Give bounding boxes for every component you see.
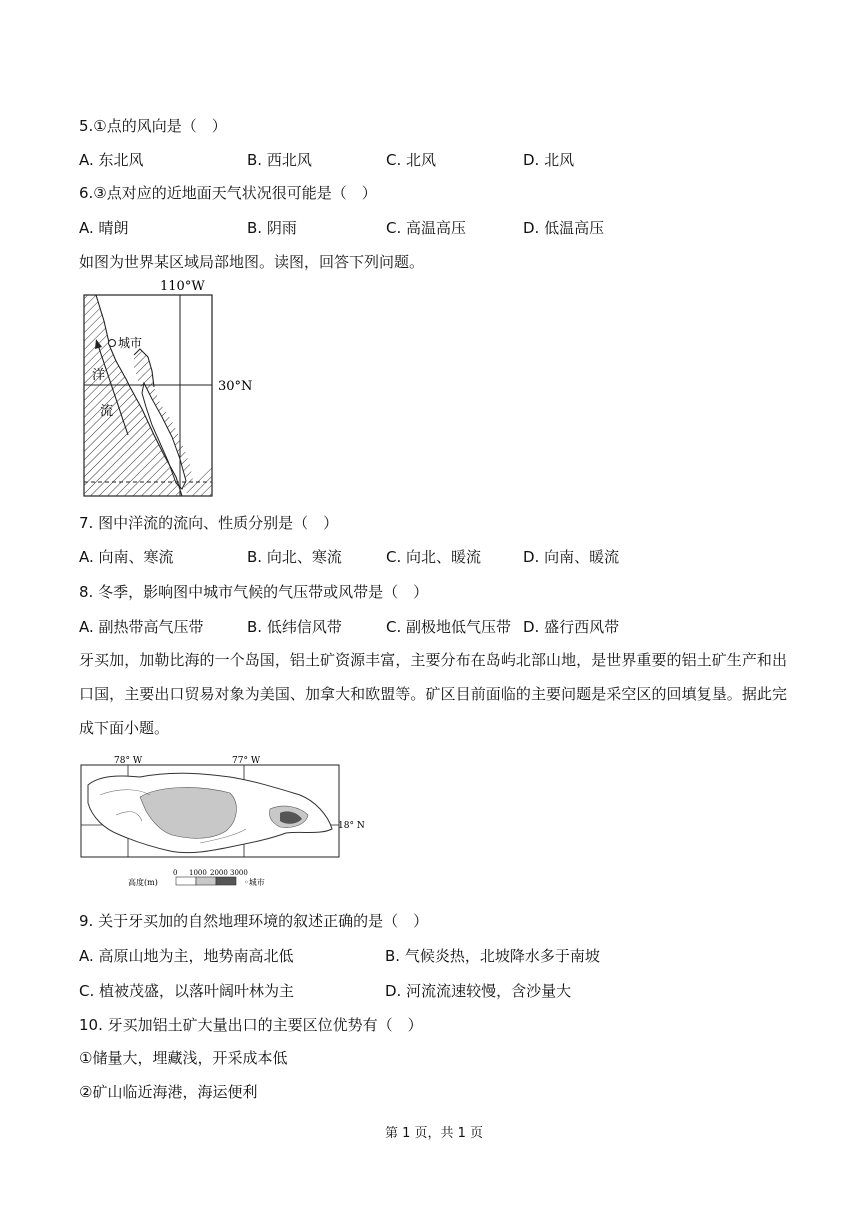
map2-legend-title: 高度(m): [128, 878, 158, 887]
map1-city-label: 城市: [118, 336, 143, 350]
question-7-options: [79, 547, 799, 567]
map2-legend-tick-1: 1000: [189, 869, 207, 877]
map1-current-label-1: 洋: [92, 368, 106, 383]
question-9-options-row1: [79, 946, 799, 966]
map1-lat-label: 30°N: [218, 379, 253, 394]
page-footer: 第 1 页，共 1 页: [384, 1126, 484, 1141]
q6-option-d[interactable]: D. 低温高压: [523, 219, 605, 237]
question-7-stem: 7. 图中洋流的流向、性质分别是（ ）: [79, 514, 339, 532]
q10-item-2: ②矿山临近海港，海运便利: [79, 1083, 258, 1101]
map1-lon-label: 110°W: [160, 279, 205, 294]
map2-legend-mid: [196, 877, 216, 885]
q9-option-a[interactable]: A. 高原山地为主，地势南高北低: [79, 947, 294, 965]
q10-item-1: ①储量大，埋藏浅，开采成本低: [79, 1049, 288, 1067]
map2-legend-high: [216, 877, 236, 885]
question-10-stem: 10. 牙买加铝土矿大量出口的主要区位优势有（ ）: [79, 1016, 423, 1034]
q5-option-c[interactable]: C. 北风: [386, 151, 437, 169]
question-6-stem: 6.③点对应的近地面天气状况很可能是（ ）: [79, 184, 377, 202]
map2-legend-low: [176, 877, 196, 885]
map2-legend-tick-0: 0: [173, 869, 178, 877]
q7-option-a[interactable]: A. 向南、寒流: [79, 548, 174, 566]
q7-option-c[interactable]: C. 向北、暖流: [386, 548, 482, 566]
q8-option-d[interactable]: D. 盛行西风带: [523, 618, 620, 636]
q8-option-a[interactable]: A. 副热带高气压带: [79, 618, 204, 636]
q5-option-d[interactable]: D. 北风: [523, 151, 575, 169]
map2-lon-label-2: 77° W: [232, 756, 261, 766]
q5-option-b[interactable]: B. 西北风: [247, 151, 312, 169]
map2-lat-label: 18° N: [338, 821, 365, 831]
jamaica-intro-paragraph: 牙买加，加勒比海的一个岛国，铝土矿资源丰富，主要分布在岛屿北部山地，是世界重要的铝土矿生产和出口国，主要出口贸易对象为美国、加拿大和欧盟等。矿区目前面临的主要问题是采空区的回填复垦。据此完成下面小题。: [79, 651, 787, 737]
q9-option-b[interactable]: B. 气候炎热，北坡降水多于南坡: [385, 947, 600, 965]
q6-option-c[interactable]: C. 高温高压: [386, 219, 467, 237]
q8-option-b[interactable]: B. 低纬信风带: [247, 618, 342, 636]
map2-legend-city: ◦城市: [244, 878, 265, 887]
q6-option-a[interactable]: A. 晴朗: [79, 219, 129, 237]
regional-map-figure: [82, 275, 272, 500]
q9-option-d[interactable]: D. 河流流速较慢，含沙量大: [385, 982, 572, 1000]
question-5-options: [79, 150, 799, 170]
q6-option-b[interactable]: B. 阴雨: [247, 219, 297, 237]
q8-option-c[interactable]: C. 副极地低气压带: [386, 618, 512, 636]
question-8-stem: 8. 冬季，影响图中城市气候的气压带或风带是（ ）: [79, 583, 429, 601]
question-5-stem: 5.①点的风向是（ ）: [79, 117, 227, 135]
q5-option-a[interactable]: A. 东北风: [79, 151, 144, 169]
jamaica-map-figure: [80, 755, 370, 890]
map1-intro: 如图为世界某区域局部地图。读图，回答下列问题。: [79, 253, 425, 271]
map2-legend-tick-2: 2000: [210, 869, 228, 877]
q7-option-b[interactable]: B. 向北、寒流: [247, 548, 342, 566]
q9-option-c[interactable]: C. 植被茂盛，以落叶阔叶林为主: [79, 982, 295, 1000]
q7-option-d[interactable]: D. 向南、暖流: [523, 548, 620, 566]
question-8-options: [79, 617, 799, 637]
map2-legend-tick-3: 3000: [230, 869, 248, 877]
map1-city-dot: [109, 340, 116, 347]
question-9-stem: 9. 关于牙买加的自然地理环境的叙述正确的是（ ）: [79, 912, 429, 930]
question-6-options: [79, 218, 799, 238]
question-9-options-row2: [79, 981, 799, 1001]
map2-lon-label-1: 78° W: [114, 756, 143, 766]
map1-current-label-2: 流: [100, 404, 114, 419]
